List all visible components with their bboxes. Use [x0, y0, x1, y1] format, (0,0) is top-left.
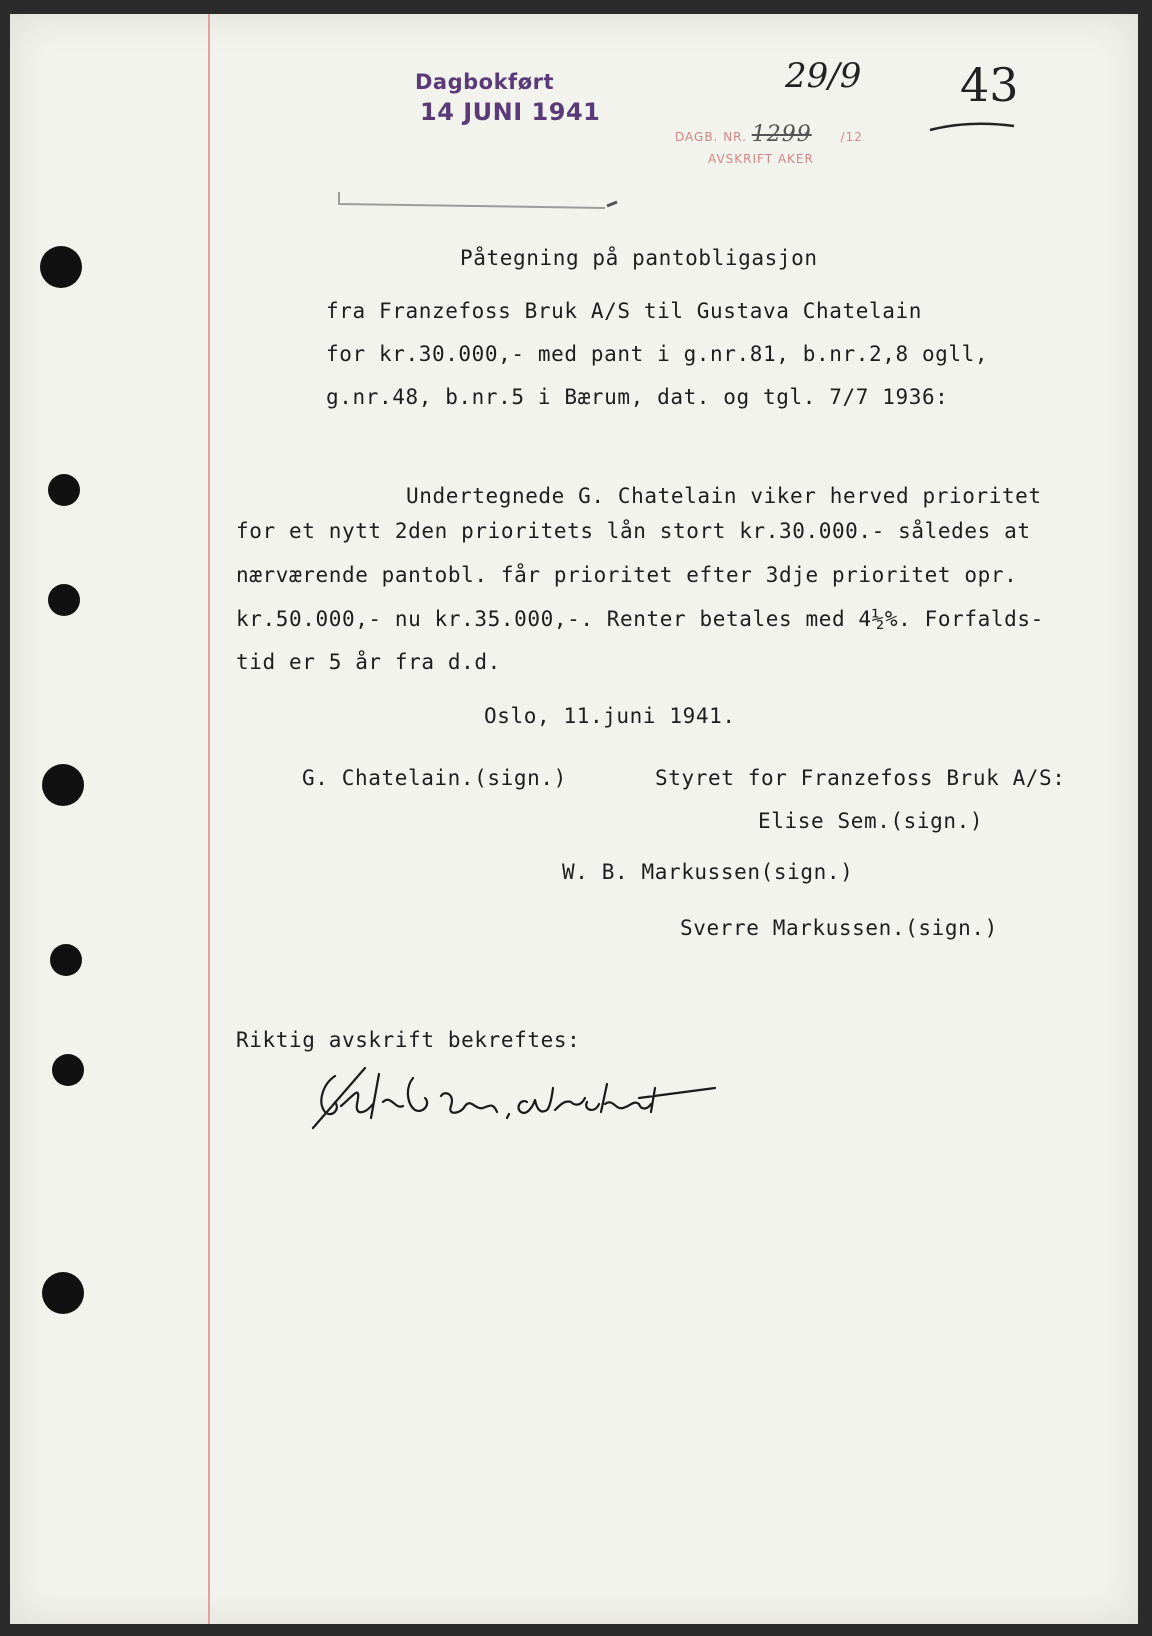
- punch-hole: [42, 1272, 84, 1314]
- page-number: 43: [960, 58, 1019, 112]
- punch-hole: [52, 1054, 84, 1086]
- body-line: for et nytt 2den prioritets lån stort kr.30.000.- således at: [236, 519, 1031, 543]
- dagb-nr-value: 1299: [751, 122, 812, 147]
- board-signer: W. B. Markussen(sign.): [562, 860, 854, 884]
- body-line: nærværende pantobl. får prioritet efter 3dje prioritet opr.: [236, 563, 1018, 587]
- dagb-nr-stamp: [675, 122, 863, 147]
- body-line: tid er 5 år fra d.d.: [236, 650, 501, 674]
- body-line: Undertegnede G. Chatelain viker herved prioritet: [406, 484, 1042, 508]
- board-heading: Styret for Franzefoss Bruk A/S:: [655, 766, 1066, 790]
- record-number: 29/9: [785, 56, 862, 96]
- faint-mark: [335, 186, 625, 216]
- punch-hole: [40, 246, 82, 288]
- document-title: Påtegning på pantobligasjon: [460, 246, 818, 270]
- handwritten-signature: [295, 1054, 725, 1134]
- dagbokfort-stamp: Dagbokført: [415, 70, 555, 94]
- margin-rule: [208, 14, 210, 1624]
- signatory-left: G. Chatelain.(sign.): [302, 766, 567, 790]
- punch-hole: [48, 474, 80, 506]
- avskrift-stamp: AVSKRIFT AKER: [708, 152, 814, 166]
- place-date: Oslo, 11.juni 1941.: [484, 704, 736, 728]
- intro-line: for kr.30.000,- med pant i g.nr.81, b.nr.2,8 ogll,: [326, 342, 989, 366]
- certification-text: Riktig avskrift bekreftes:: [236, 1028, 581, 1052]
- punch-hole: [48, 584, 80, 616]
- date-stamp: 14 JUNI 1941: [420, 98, 601, 126]
- body-line: kr.50.000,- nu kr.35.000,-. Renter betales med 4½%. Forfalds-: [236, 607, 1044, 631]
- dagb-nr-suffix: /12: [840, 130, 863, 144]
- intro-line: fra Franzefoss Bruk A/S til Gustava Chatelain: [326, 299, 922, 323]
- dagb-nr-label: DAGB. NR.: [675, 130, 747, 144]
- intro-line: g.nr.48, b.nr.5 i Bærum, dat. og tgl. 7/7 1936:: [326, 385, 949, 409]
- punch-hole: [42, 764, 84, 806]
- board-signer: Elise Sem.(sign.): [758, 809, 984, 833]
- punch-hole: [50, 944, 82, 976]
- page-number-underline: [928, 116, 1018, 136]
- board-signer: Sverre Markussen.(sign.): [680, 916, 998, 940]
- document-page: [10, 14, 1138, 1624]
